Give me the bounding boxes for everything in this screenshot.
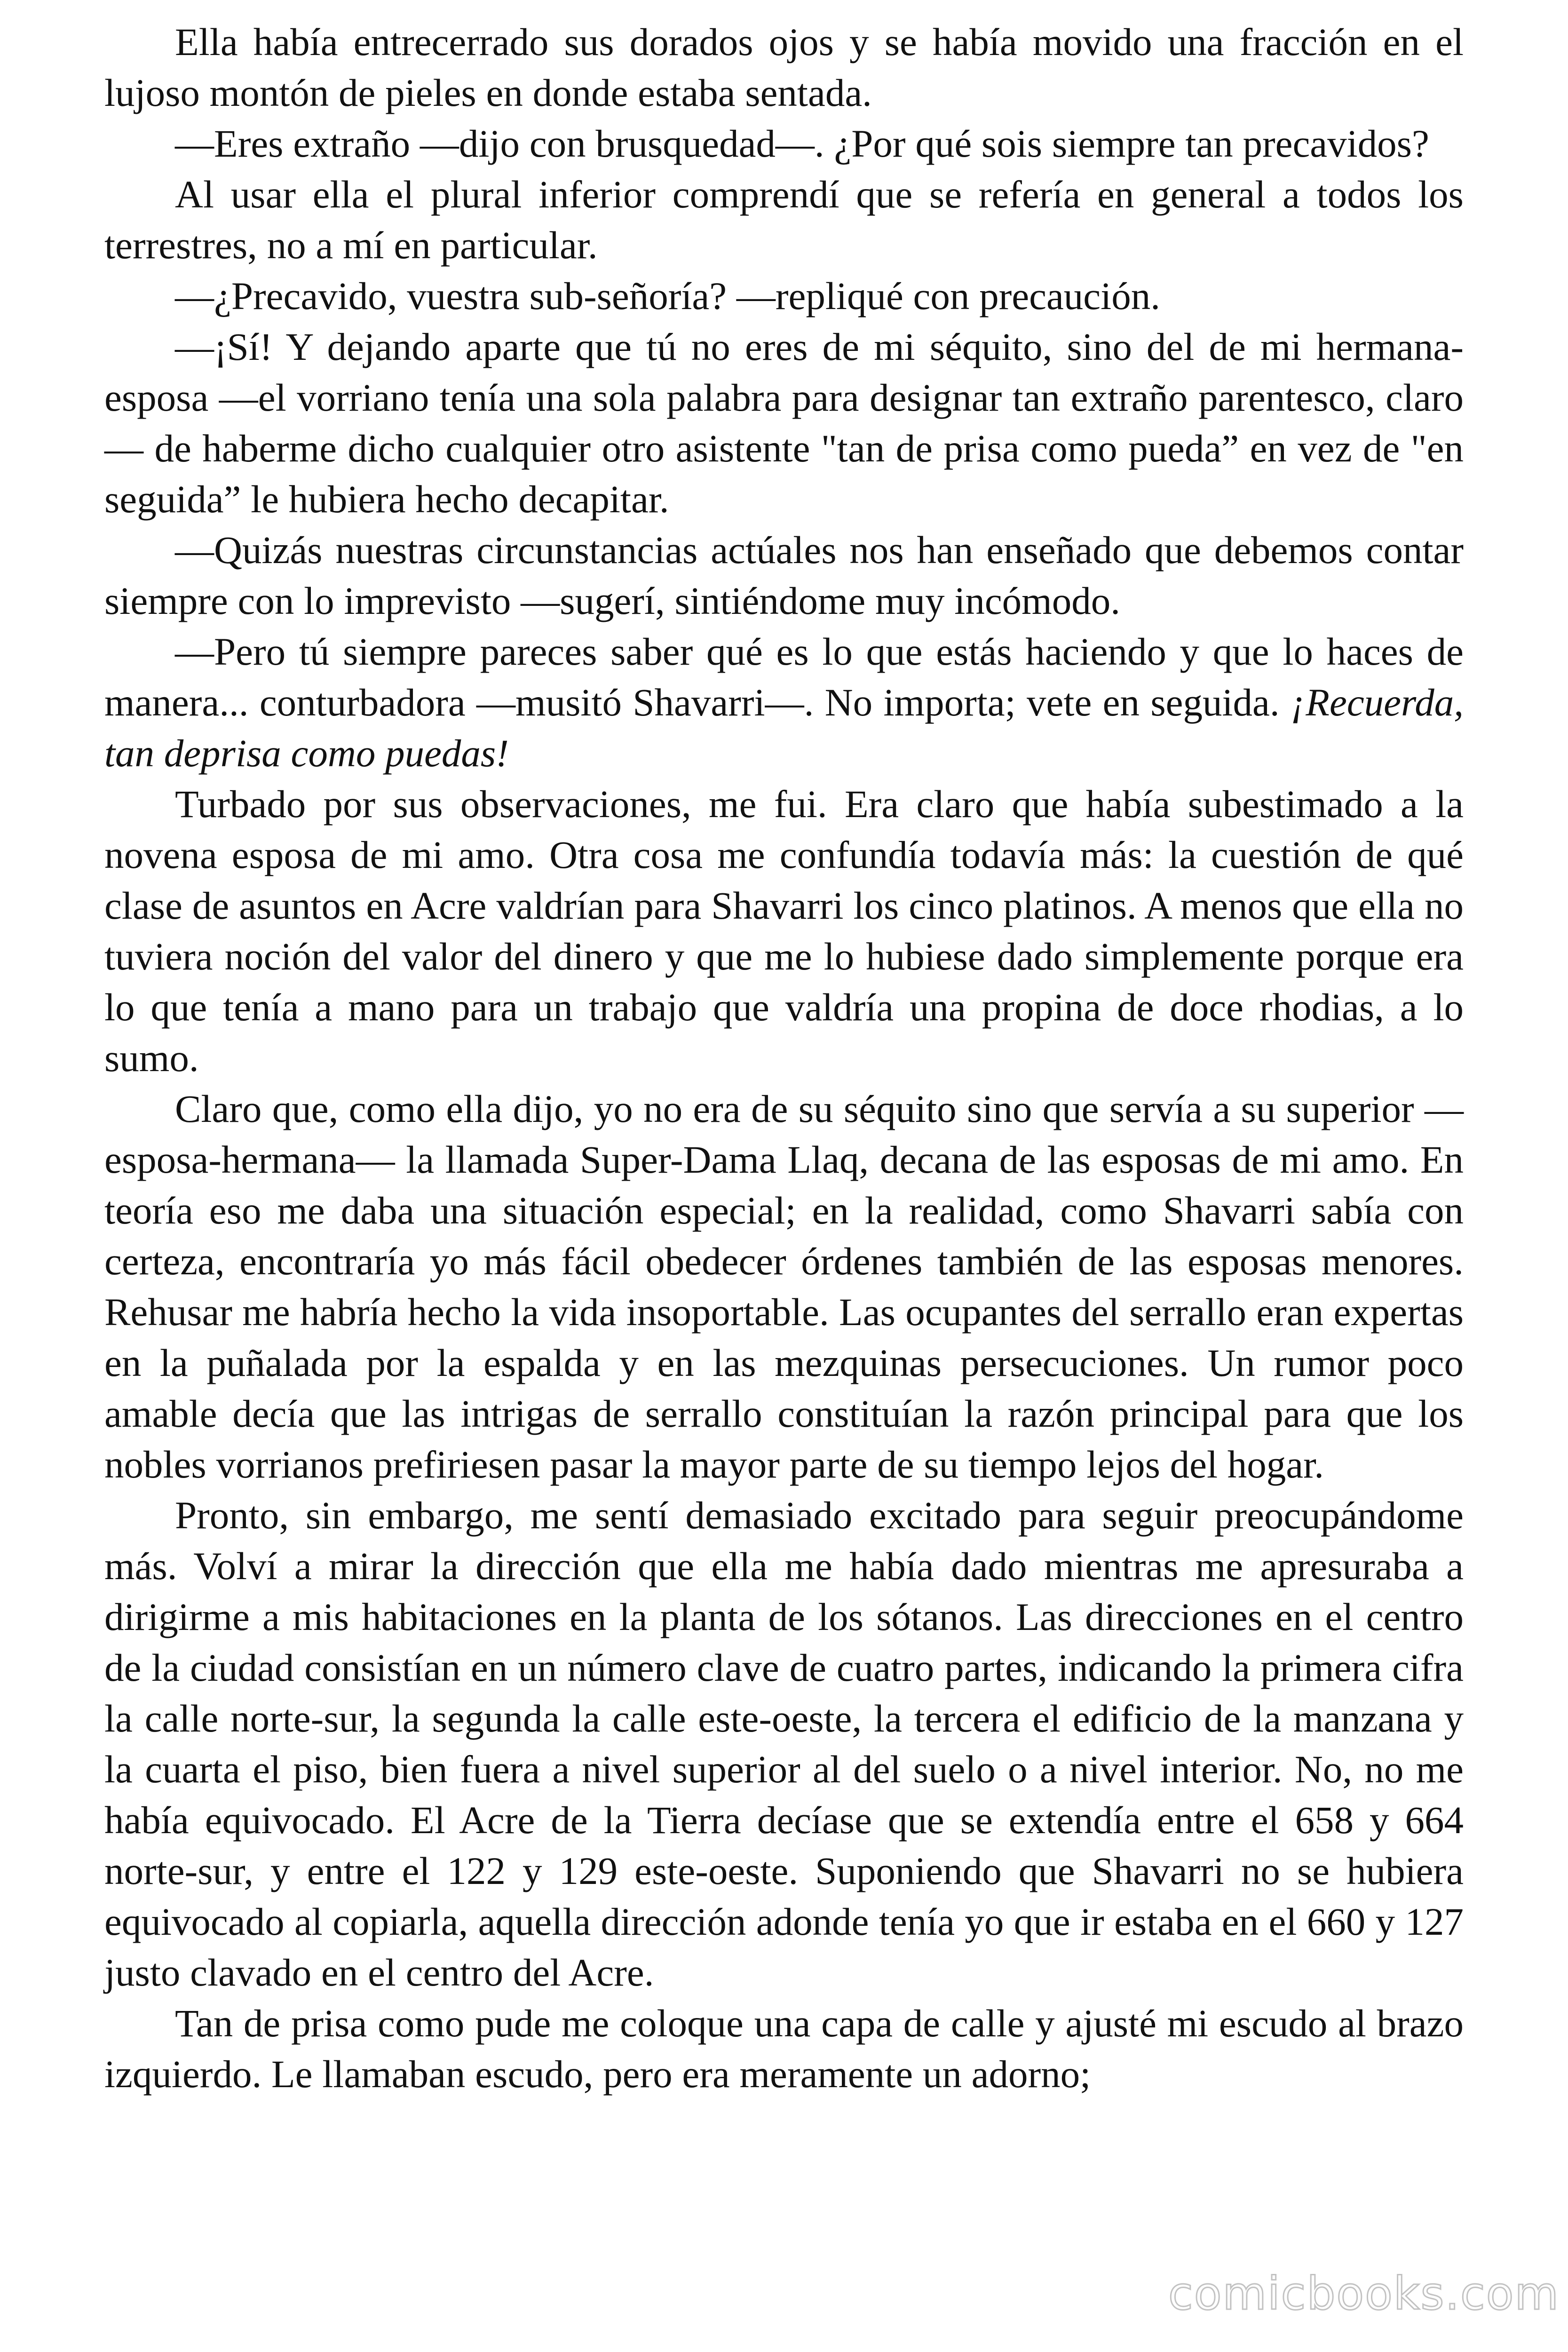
paragraph: Turbado por sus observaciones, me fui. Era claro que había subestimado a la novena esposa de mi amo. Otra cosa me confundía todavía más: la cuestión de qué clase de asuntos en Acre valdrían para Shavarri los cinco platinos. A menos que ella no tuviera noción del valor del dinero y que me lo hubiese dado simplemente porque era lo que tenía a mano para un trabajo que valdría una propina de doce rhodias, a lo sumo. (104, 782, 1464, 1080)
paragraph: —Quizás nuestras circunstancias actúales nos han enseñado que debemos contar siempre con lo imprevisto —sugerí, sintiéndome muy incómodo. (104, 528, 1464, 622)
paragraph: Tan de prisa como pude me coloque una capa de calle y ajusté mi escudo al brazo izquierdo. Le llamaban escudo, pero era meramente un adorno; (104, 2002, 1464, 2096)
paragraph: —¿Precavido, vuestra sub-señoría? —repliqué con precaución. (175, 274, 1160, 318)
paragraph: Ella había entrecerrado sus dorados ojos y se había movido una fracción en el lujoso montón de pieles en donde estaba sentada. (104, 20, 1464, 114)
paragraph: Claro que, como ella dijo, yo no era de su séquito sino que servía a su superior —esposa-hermana— la llamada Super-Dama Llaq, decana de las esposas de mi amo. En teoría eso me daba una situación especial; en la realidad, como Shavarri sabía con certeza, encontraría yo más fácil obedecer órdenes también de las esposas menores. Rehusar me habría hecho la vida insoportable. Las ocupantes del serrallo eran expertas en la puñalada por la espalda y en las mezquinas persecuciones. Un rumor poco amable decía que las intrigas de serrallo constituían la razón principal para que los nobles vorrianos prefiriesen pasar la mayor parte de su tiempo lejos del hogar. (104, 1087, 1464, 1486)
paragraph: Pronto, sin embargo, me sentí demasiado excitado para seguir preocupándome más. Volví a mirar la dirección que ella me había dado mientras me apresuraba a dirigirme a mis habitaciones en la planta de los sótanos. Las direcciones en el centro de la ciudad consistían en un número clave de cuatro partes, indicando la primera cifra la calle norte-sur, la segunda la calle este-oeste, la tercera el edificio de la manzana y la cuarta el piso, bien fuera a nivel superior al del suelo o a nivel interior. No, no me había equivocado. El Acre de la Tierra decíase que se extendía entre el 658 y 664 norte-sur, y entre el 122 y 129 este-oeste. Suponiendo que Shavarri no se hubiera equivocado al copiarla, aquella dirección adonde tenía yo que ir estaba en el 660 y 127 justo clavado en el centro del Acre. (104, 1494, 1464, 1994)
italic-phrase: ¡Recuerda, tan deprisa como puedas! (104, 681, 1464, 775)
site-watermark: comicbooks.com (1168, 2267, 1560, 2320)
paragraph-text: —Pero tú siempre pareces saber qué es lo que estás haciendo y que lo haces de manera... conturbadora —musitó Shavarri—. No importa; vete en seguida. (104, 630, 1464, 724)
paragraph: —¡Sí! Y dejando aparte que tú no eres de mi séquito, sino del de mi hermana-esposa —el vorriano tenía una sola palabra para designar tan extraño parentesco, claro— de haberme dicho cualquier otro asistente "tan de prisa como pueda” en vez de "en seguida” le hubiera hecho decapitar. (104, 325, 1464, 521)
paragraph: Al usar ella el plural inferior comprendí que se refería en general a todos los terrestres, no a mí en particular. (104, 173, 1464, 267)
paragraph: —Eres extraño —dijo con brusquedad—. ¿Por qué sois siempre tan precavidos? (175, 122, 1429, 165)
body-text (104, 16, 1464, 2099)
paragraph-with-italic (104, 626, 1464, 779)
